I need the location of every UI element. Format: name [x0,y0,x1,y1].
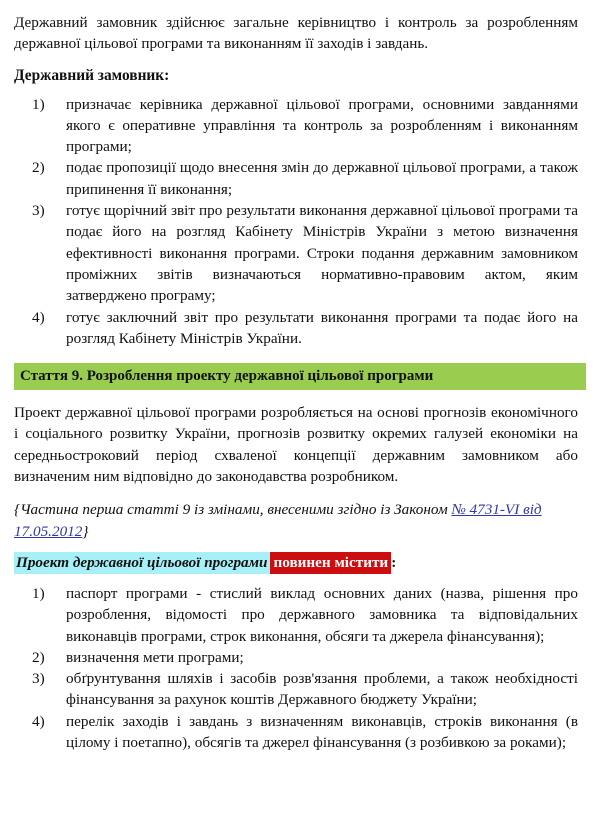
duty-item-text: подає пропозиції щодо внесення змін до державної цільової програми, а також припинення її виконання; [66,159,578,198]
list-item [14,307,578,350]
article-heading-highlighted: Стаття 9. Розроблення проекту державної цільової програми [14,363,586,390]
duties-list [14,94,578,350]
duty-item-marker: 3) [32,202,45,220]
list-item [14,94,578,158]
duty-item-text: готує щорічний звіт про результати виконання державної цільової програми та подає його на розгляд Кабінету Міністрів України з метою визначення ефективності виконання програми. Строки подання державним замовником проміжних звітів визначаються нормативно-правовим актом, яким затверджено програму; [66,202,578,305]
amendment-law-link[interactable]: № 4731-VI від 17.05.2012 [14,501,542,540]
amendment-note-open-brace: { [14,501,21,519]
list-item [14,200,578,306]
article-body-paragraph: Проект державної цільової програми розробляється на основі прогнозів економічного і соціального розвитку України, прогнозів розвитку окремих галузей економіки на середньостроковий період схваленої концепції державним замовником або визначеним ним відповідно до законодавства розробником. [14,404,578,486]
requirements-list [14,583,578,753]
section-subheading: Державний замовник: [14,66,170,84]
duty-item-text: готує заключний звіт про результати виконання програми та подає його на розгляд Кабінету Міністрів України. [66,308,578,347]
duty-item-marker: 1) [32,95,45,113]
requirement-item-text: обґрунтування шляхів і засобів розв'язання проблеми, а також необхідності фінансування за рахунок коштів Державного бюджету України; [66,670,578,709]
lead-line-colon: : [391,553,397,571]
requirement-item-text: паспорт програми - стислий виклад основних даних (назва, рішення про розроблення, відомості про державного замовника та відповідальних виконавців програми, строк виконання, обсяги та джерела фінансування); [66,584,578,645]
requirement-item-text: перелік заходів і завдань з визначенням виконавців, строків виконання (в цілому і поетапно), обсягів та джерел фінансування (з розбивкою за роками); [66,712,578,752]
amendment-note-text: Частина перша статті 9 із змінами, внесеними згідно із Законом [20,501,452,519]
requirement-item-marker: 3) [32,670,45,688]
amendment-note-close-brace: } [82,522,89,540]
lead-line-cyan-text: Проект державної цільової програми [14,552,270,574]
list-item [14,647,578,668]
list-item [14,711,578,754]
list-item [14,157,578,200]
duty-item-text: призначає керівника державної цільової програми, основними завданнями якого є оперативне управління та контроль за розробленням і виконанням програми; [66,95,578,156]
duty-item-marker: 4) [32,308,45,326]
intro-paragraph: Державний замовник здійснює загальне керівництво і контроль за розробленням державної цільової програми та виконанням її заходів і завдань. [14,14,578,53]
amendment-note [14,499,578,542]
list-item [14,668,578,711]
requirement-item-marker: 4) [32,712,45,730]
list-item [14,583,578,647]
requirement-item-marker: 2) [32,648,45,666]
requirement-item-text: визначення мети програми; [66,648,244,666]
requirements-lead-line [14,552,578,573]
lead-line-red-text: повинен містити [270,552,392,574]
requirement-item-marker: 1) [32,584,45,602]
duty-item-marker: 2) [32,159,45,177]
